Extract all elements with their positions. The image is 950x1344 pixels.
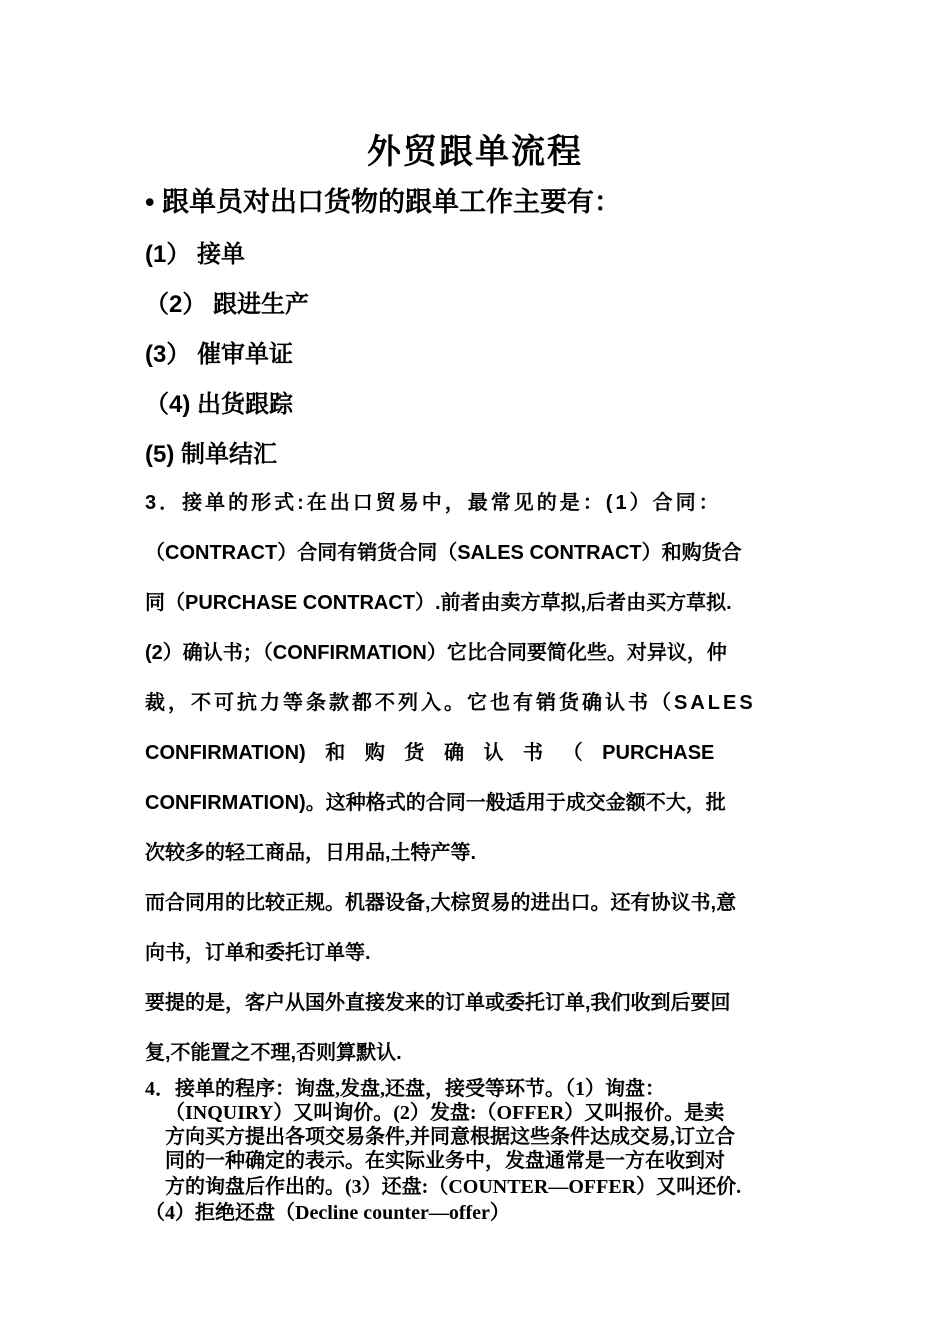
paragraph-line: 要提的是，客户从国外直接发来的订单或委托订单,我们收到后要回 (145, 992, 731, 1014)
paragraph-line: （4）拒绝还盘（Decline counter—offer） (145, 1202, 510, 1224)
paragraph-line: CONFIRMATION) 和 购 货 确 认 书 （ PURCHASE (145, 742, 715, 764)
list-item: (5) 制单结汇 (145, 441, 277, 468)
paragraph-line: 向书，订单和委托订单等. (145, 942, 371, 964)
list-item: （2） 跟进生产 (145, 291, 310, 318)
list-item: (1） 接单 (145, 241, 246, 268)
page-title: 外贸跟单流程 (367, 132, 583, 172)
paragraph-line: 而合同用的比较正规。机器设备,大棕贸易的进出口。还有协议书,意 (145, 892, 737, 914)
paragraph-line: 4．接单的程序：询盘,发盘,还盘，接受等环节。（1）询盘： (145, 1078, 665, 1100)
paragraph-line: 同的一种确定的表示。在实际业务中，发盘通常是一方在收到对 (165, 1150, 725, 1172)
paragraph-line: 次较多的轻工商品，日用品,土特产等. (145, 842, 477, 864)
paragraph-line: 方的询盘后作出的。(3）还盘:（COUNTER—OFFER）又叫还价. (165, 1176, 742, 1198)
paragraph-line: CONFIRMATION)。这种格式的合同一般适用于成交金额不大，批 (145, 792, 726, 814)
paragraph-line: 复,不能置之不理,否则算默认. (145, 1042, 402, 1064)
paragraph-line: （INQUIRY）又叫询价。(2）发盘:（OFFER）又叫报价。是卖 (165, 1102, 725, 1124)
paragraph-line: 同（PURCHASE CONTRACT）.前者由卖方草拟,后者由买方草拟. (145, 592, 732, 614)
paragraph-line: 方向买方提出各项交易条件,并同意根据这些条件达成交易,订立合 (165, 1126, 735, 1148)
paragraph-line: (2）确认书；（CONFIRMATION）它比合同要简化些。对异议，仲 (145, 642, 727, 664)
list-item: (3） 催审单证 (145, 341, 294, 368)
paragraph-line: （CONTRACT）合同有销货合同（SALES CONTRACT）和购货合 (145, 542, 742, 564)
paragraph-line: 裁，不可抗力等条款都不列入。它也有销货确认书（SALES (145, 692, 756, 714)
intro-bullet: • 跟单员对出口货物的跟单工作主要有： (145, 187, 621, 217)
list-item: （4) 出货跟踪 (145, 391, 294, 418)
paragraph-line: 3．接单的形式:在出口贸易中，最常见的是：(1）合同： (145, 492, 722, 514)
